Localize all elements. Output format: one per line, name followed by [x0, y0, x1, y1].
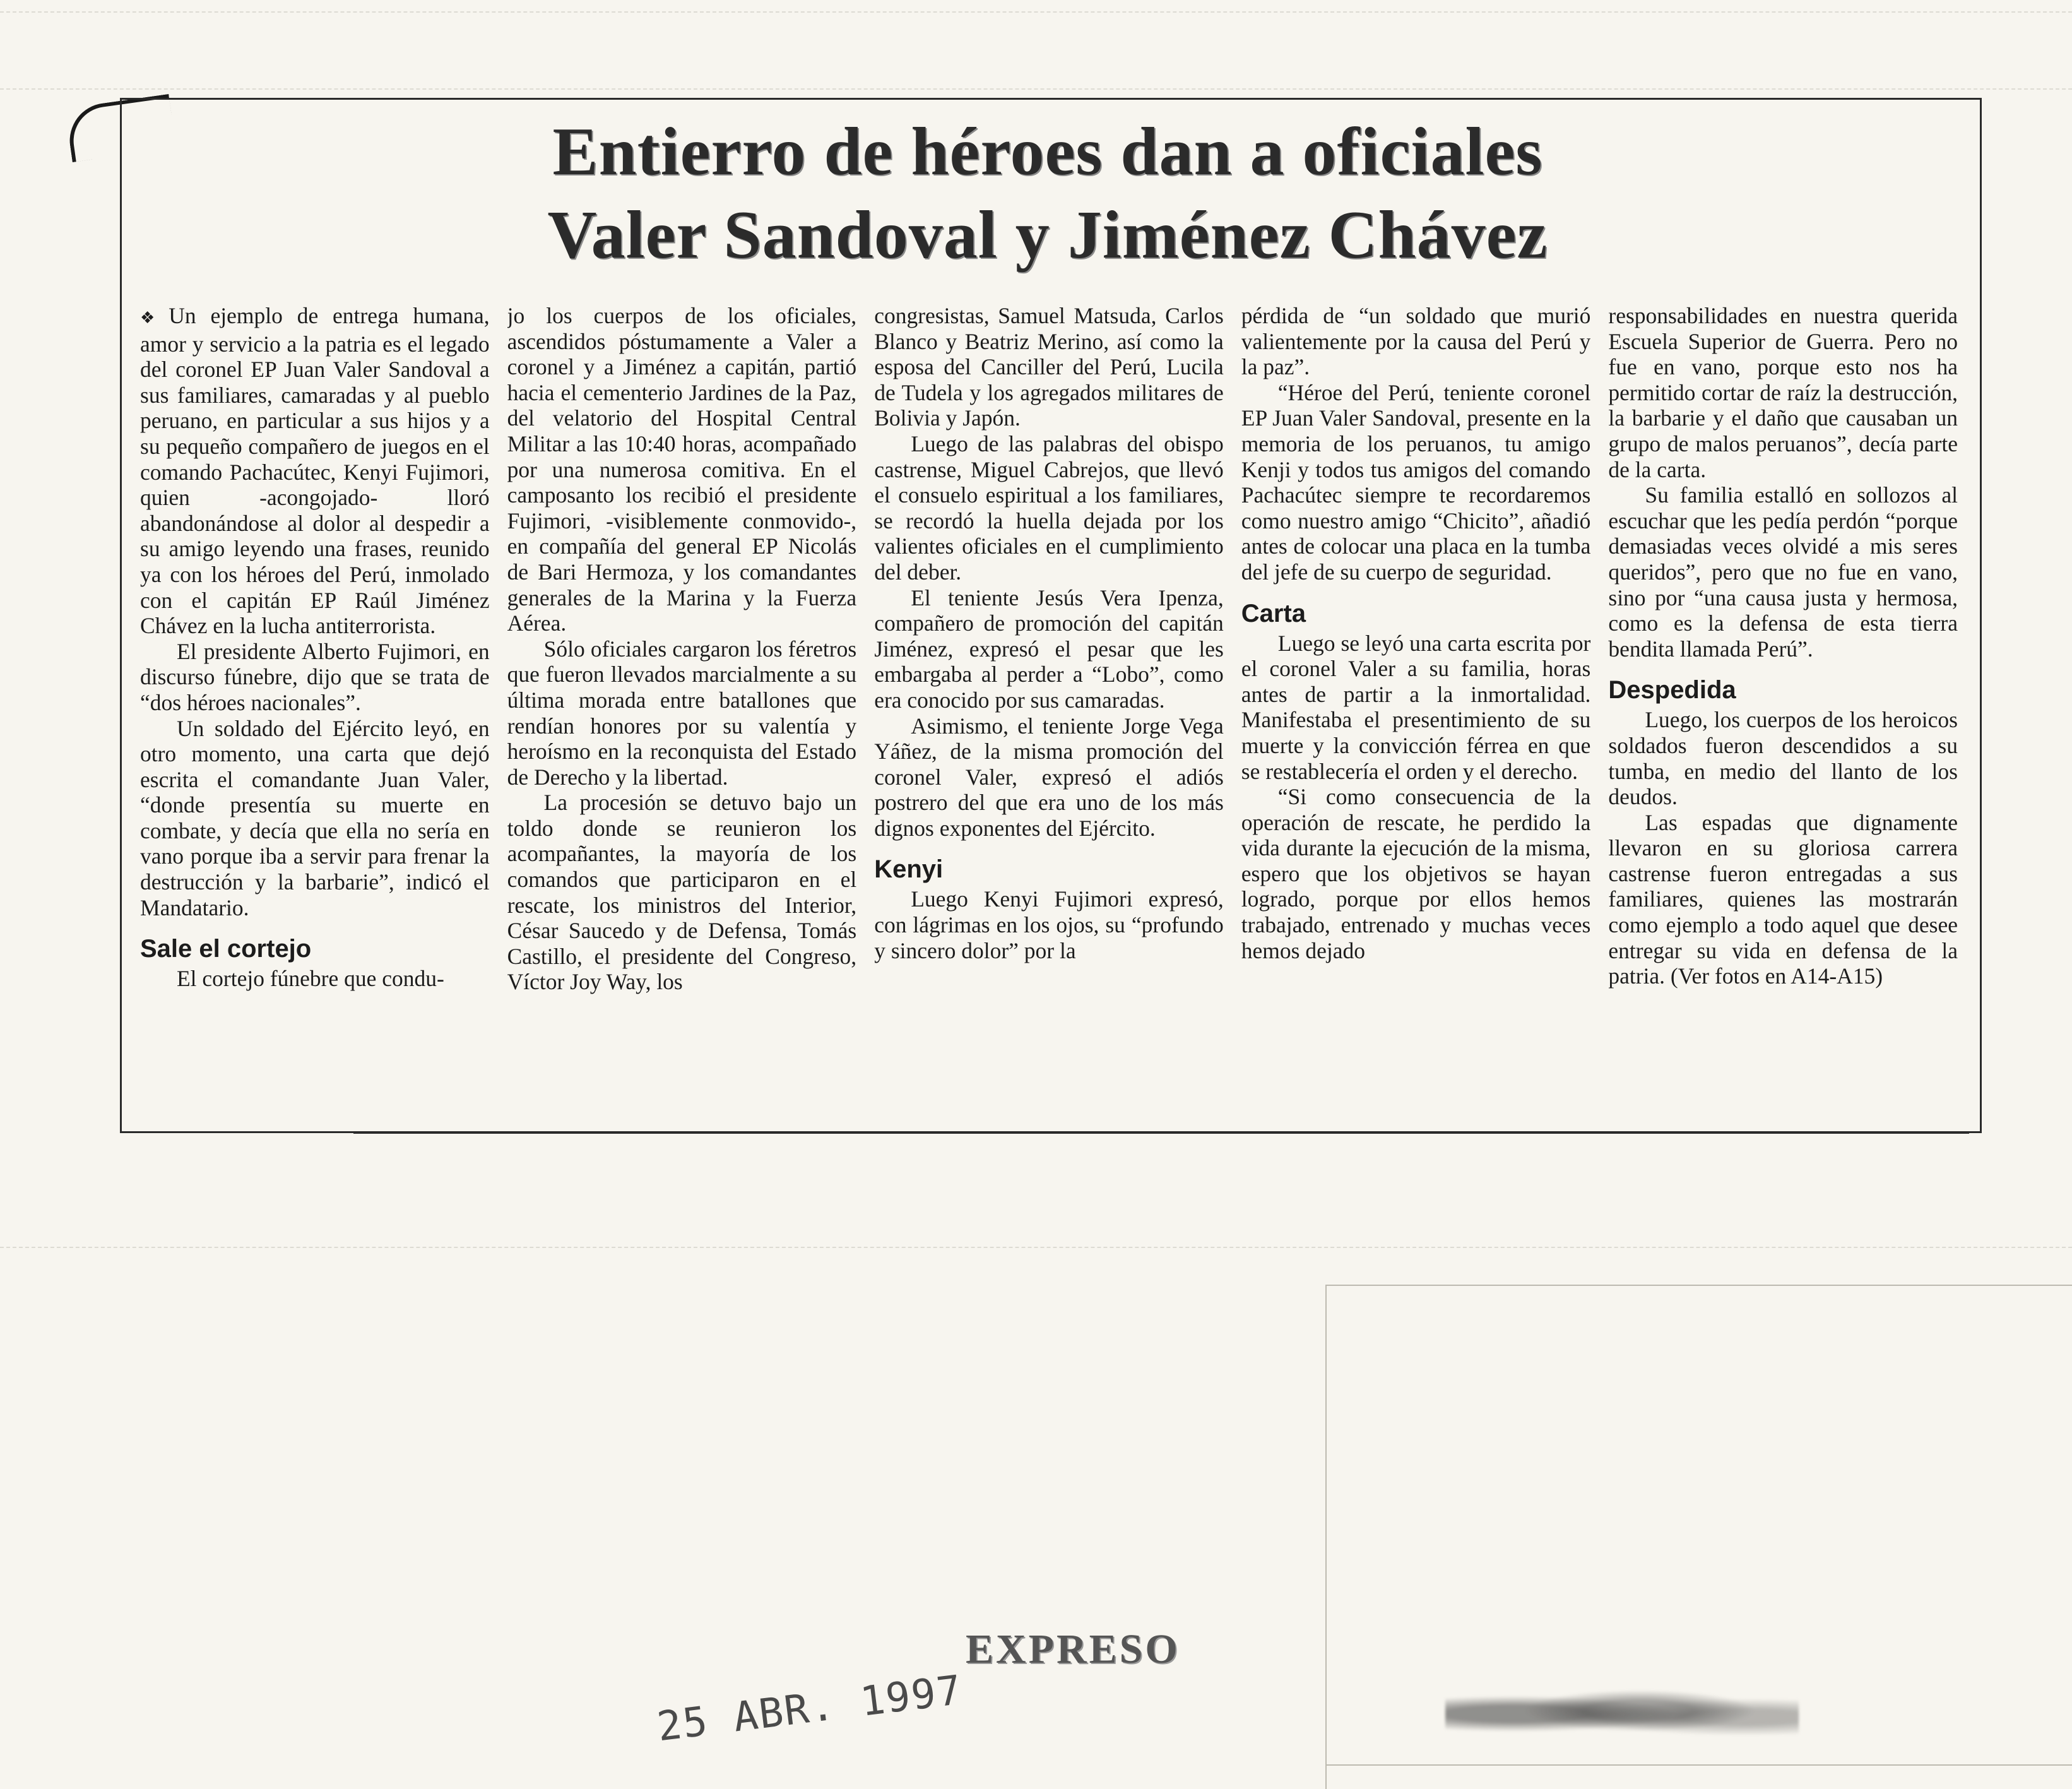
- article-paragraph: “Héroe del Perú, teniente coronel EP Juan Valer Sandoval, presente en la memoria de los peruanos, tu amigo Kenji y todos tus amigos del comando Pachacútec siempre te recordaremos como nuestro amigo “Chicito”, añadió antes de colocar una placa en la tumba del jefe de su cuerpo de seguridad.: [1241, 379, 1591, 585]
- article-paragraph: Asimismo, el teniente Jorge Vega Yáñez, de la misma promoción del coronel Valer, expresó el adiós postrero del que era uno de los más dignos exponentes del Ejército.: [874, 713, 1224, 841]
- newspaper-source-stamp: EXPRESO: [966, 1626, 1180, 1672]
- paper-edge: [1325, 1285, 1327, 1789]
- scan-artifact: [0, 11, 2072, 13]
- article-paragraph: El presidente Alberto Fujimori, en discurso fúnebre, dijo que se trata de “dos héroes nacionales”.: [140, 638, 490, 715]
- article-paragraph: [140, 303, 490, 639]
- article-body: [140, 303, 1958, 1108]
- article-column-1: [140, 303, 490, 1108]
- section-subheading: Kenyi: [874, 855, 944, 884]
- scan-artifact: [0, 88, 2072, 90]
- article-paragraph: Un soldado del Ejército leyó, en otro momento, una carta que dejó escrita el comandante Juan Valer, “donde presentía su muerte en combate, y decía que ella no sería en vano porque iba a servir para frenar la destrucción y la barbarie”, indicó el Mandatario.: [140, 715, 490, 920]
- paper-edge: [1325, 1285, 2072, 1286]
- section-subheading: Despedida: [1608, 676, 1736, 704]
- article-paragraph: “Si como consecuencia de la operación de rescate, he perdido la vida durante la ejecución de la misma, espero que los objetivos se hayan logrado, porque por ellos hemos trabajado, entrenado y muchas veces hemos dejado: [1241, 784, 1591, 963]
- article-paragraph: Luego se leyó una carta escrita por el coronel Valer a su familia, horas antes de partir a la inmortalidad. Manifestaba el presentimiento de su muerte y la convicción férrea en que se restablecería el orden y el derecho.: [1241, 630, 1591, 784]
- article-column-5: [1608, 303, 1958, 1108]
- paper-edge: [1325, 1764, 2072, 1766]
- article-paragraph: pérdida de “un soldado que murió valientemente por la causa del Perú y la paz”.: [1241, 303, 1591, 380]
- article-paragraph-text: Un ejemplo de entrega humana, amor y servicio a la patria es el legado del coronel EP Juan Valer Sandoval a sus familiares, camaradas y al pueblo peruano, en particular a sus hijos y a su pequeño compañero de juegos en el comando Pachacútec, Kenyi Fujimori, quien -acongojado- lloró abandonándose al dolor al despedir a su amigo leyendo una frases, reunido ya con los héroes del Perú, inmolado con el capitán EP Raúl Jiménez Chávez en la lucha antiterrorista.: [140, 303, 490, 639]
- date-stamp: 25 ABR. 1997: [654, 1667, 966, 1751]
- lead-marker-icon: ❖: [140, 309, 164, 327]
- section-subheading: Carta: [1241, 599, 1306, 627]
- article-column-4: [1241, 303, 1591, 1108]
- article-paragraph: La procesión se detuvo bajo un toldo donde se reunieron los acompañantes, la mayoría de los comandos que participaron en el rescate, los ministros del Interior, César Saucedo y de Defensa, Tomás Castillo, el presidente del Congreso, Víctor Joy Way, los: [507, 790, 857, 995]
- ink-smudge: [1445, 1682, 1799, 1745]
- headline-line-2: Valer Sandoval y Jiménez Chávez: [547, 198, 1548, 273]
- article-paragraph: El teniente Jesús Vera Ipenza, compañero de promoción del capitán Jiménez, expresó el pesar que les embargaba al perder a “Lobo”, como era conocido por sus camaradas.: [874, 585, 1224, 713]
- section-subheading: Sale el cortejo: [140, 935, 312, 963]
- article-paragraph: Su familia estalló en sollozos al escuchar que les pedía perdón “porque demasiadas veces olvidé a mis seres queridos”, pero que no fue en vano, sino por “una causa justa y hermosa, como es la defensa de esta tierra bendita llamada Perú”.: [1608, 482, 1958, 662]
- bottom-rule: [353, 1131, 1969, 1134]
- scan-artifact: [0, 1247, 2072, 1248]
- article-paragraph: Sólo oficiales cargaron los féretros que fueron llevados marcialmente a su última morada entre batallones que rendían honores por su valentía y heroísmo en la reconquista del Estado de Derecho y la libertad.: [507, 636, 857, 790]
- article-paragraph: El cortejo fúnebre que condu-: [177, 966, 444, 992]
- article-paragraph: responsabilidades en nuestra querida Escuela Superior de Guerra. Pero no fue en vano, porque esto nos ha permitido cortar de raíz la destrucción, la barbarie y el daño que causaban un grupo de malos peruanos”, decía parte de la carta.: [1608, 303, 1958, 482]
- headline-line-1: Entierro de héroes dan a oficiales: [552, 114, 1543, 189]
- article-column-2: [507, 303, 857, 1108]
- article-paragraph: Las espadas que dignamente llevaron en su gloriosa carrera castrense fueron entregadas a sus familiares, quienes las mostrarán como ejemplo a todo aquel que desee entregar su vida en defensa de la patria. (Ver fotos en A14-A15): [1608, 809, 1958, 989]
- article-headline: [404, 110, 1691, 277]
- article-paragraph: Luego, los cuerpos de los heroicos soldados fueron descendidos a su tumba, en medio del llanto de los deudos.: [1608, 707, 1958, 810]
- article-paragraph: Luego Kenyi Fujimori expresó, con lágrimas en los ojos, su “profundo y sincero dolor” por la: [874, 886, 1224, 963]
- article-column-3: [874, 303, 1224, 1108]
- article-paragraph: Luego de las palabras del obispo castrense, Miguel Cabrejos, que llevó el consuelo espiritual a los familiares, se recordó la huella dejada por los valientes oficiales en el cumplimiento del deber.: [874, 431, 1224, 585]
- article-paragraph: congresistas, Samuel Matsuda, Carlos Blanco y Beatriz Merino, así como la esposa del Canciller del Perú, Lucila de Tudela y los agregados militares de Bolivia y Japón.: [874, 303, 1224, 431]
- article-paragraph: jo los cuerpos de los oficiales, ascendidos póstumamente a Valer a coronel y a Jiménez a capitán, partió hacia el cementerio Jardines de la Paz, del velatorio del Hospital Central Militar a las 10:40 horas, acompañado por una numerosa comitiva. En el camposanto los recibió el presidente Fujimori, -visiblemente conmovido-, en compañía del general EP Nicolás de Bari Hermoza, y los comandantes generales de la Marina y la Fuerza Aérea.: [507, 303, 857, 636]
